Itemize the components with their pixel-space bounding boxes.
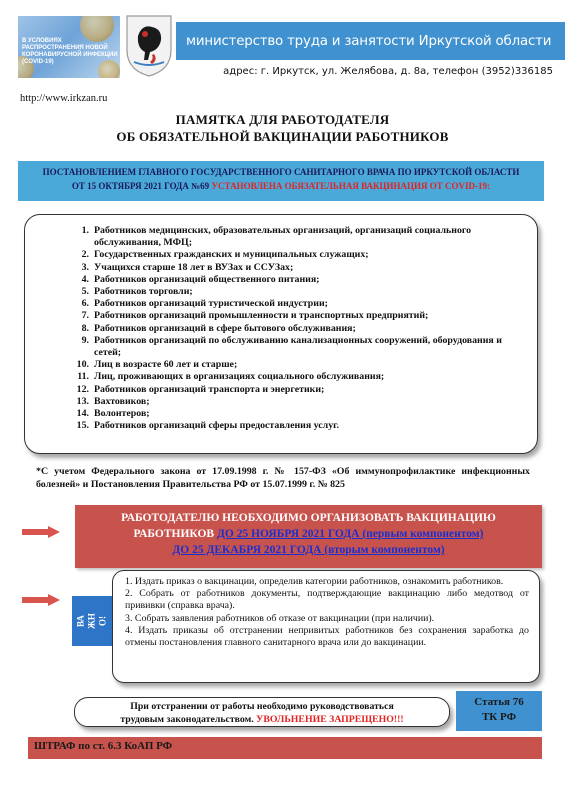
category-text: Лиц в возрасте 60 лет и старше; [94,359,238,371]
important-badge-part: О! [97,616,108,626]
category-item [73,298,527,310]
category-number: 13. [76,395,89,407]
category-item [73,420,527,432]
category-text: Работников торговли; [94,286,193,298]
decree-mandate: УСТАНОВЛЕНА ОБЯЗАТЕЛЬНАЯ ВАКЦИНАЦИЯ ОТ COVID-19: [211,181,491,191]
dismissal-warning: УВОЛЬНЕНИЕ ЗАПРЕЩЕНО!!! [256,714,404,725]
category-item [73,286,527,298]
deadline-line-2 [85,526,532,542]
category-number: 2. [81,249,89,261]
category-text: Волонтеров; [94,408,150,420]
category-text: Вахтовиков; [94,395,150,407]
article-line-1: Статья 76 [474,696,524,708]
category-number: 3. [81,261,89,273]
decree-line-2 [24,179,538,193]
deadline-second-dose: ДО 25 ДЕКАБРЯ 2021 ГОДА (вторым компонентом) [172,544,445,556]
dismissal-line-2 [75,713,449,726]
category-item [73,310,527,322]
footnote: *С учетом Федерального закона от 17.09.1998 г. № 157-ФЗ «Об иммунопрофилактике инфекционных болезней» и Постановления Правительства РФ от 15.07.1999 г. № 825 [36,466,530,490]
category-text: Государственных гражданских и муниципальных служащих; [94,249,369,261]
address: адрес: г. Иркутск, ул. Желябова, д. 8а, телефон (3952)336185 [223,66,553,77]
category-item [73,396,527,408]
category-number: 14. [76,408,89,420]
category-text: Работников организаций транспорта и энергетики; [94,383,325,395]
steps-box [112,570,540,683]
important-badge-part: ВА [75,615,86,627]
category-number: 15. [76,420,89,432]
category-number: 8. [81,322,89,334]
title-line-2: ОБ ОБЯЗАТЕЛЬНОЙ ВАКЦИНАЦИИ РАБОТНИКОВ [116,129,449,144]
category-item [73,249,527,261]
category-number: 12. [76,383,89,395]
arrow-right-icon [22,594,60,606]
arrow-right-icon [22,526,60,538]
article-line-2: ТК РФ [481,711,517,723]
decree-box [18,161,544,201]
deadline-line-1: РАБОТОДАТЕЛЮ НЕОБХОДИМО ОРГАНИЗОВАТЬ ВАКЦИНАЦИЮ [121,512,496,524]
category-number: 7. [81,310,89,322]
decree-date: ОТ 15 ОКТЯБРЯ 2021 ГОДА №69 [71,181,212,191]
category-number: 4. [81,273,89,285]
dismissal-box [74,697,450,727]
important-badge-part: ЖН [86,613,97,629]
category-text: Лиц, проживающих в организациях социального обслуживания; [94,371,385,383]
fine-bar: ШТРАФ по ст. 6.3 КоАП РФ [28,737,542,759]
categories-list [73,225,527,432]
covid-badge-text: В УСЛОВИЯХ РАСПРОСТРАНЕНИЯ НОВОЙ КОРОНАВИРУСНОЙ ИНФЕКЦИИ (COVID-19) [22,38,118,65]
deadline-prefix: РАБОТНИКОВ [133,528,217,540]
page-title [0,111,565,145]
category-number: 6. [81,298,89,310]
step-item: 1. Издать приказ о вакцинации, определив категории работников, ознакомить работников. [125,576,504,587]
category-item [73,408,527,420]
header-banner [0,8,565,77]
category-text: Работников организаций туристической индустрии; [94,298,328,310]
category-item [73,335,527,359]
deadline-first-dose: ДО 25 НОЯБРЯ 2021 ГОДА (первым компонентом) [216,528,484,540]
step-item: 3. Собрать заявления работников об отказе от вакцинации (при наличии). [125,612,435,624]
category-item [73,225,527,249]
dismissal-line-1: При отстранении от работы необходимо руководствоваться [130,701,394,712]
category-number: 11. [77,371,89,383]
category-number: 5. [81,286,89,298]
deadline-box [75,505,542,568]
category-item [73,323,527,335]
category-item [73,359,527,371]
decree-line-1: ПОСТАНОВЛЕНИЕМ ГЛАВНОГО ГОСУДАРСТВЕННОГО САНИТАРНОГО ВРАЧА ПО ИРКУТСКОЙ ОБЛАСТИ [42,167,520,177]
category-item [73,371,527,383]
important-badge [72,596,112,646]
title-line-1: ПАМЯТКА ДЛЯ РАБОТОДАТЕЛЯ [175,112,390,127]
category-item [73,384,527,396]
category-text: Работников организаций в сфере бытового обслуживания; [94,322,356,334]
category-number: 10. [76,359,89,371]
step-item: 4. Издать приказы об отстранении непривитых работников без сохранения заработка до отмены постановления главного санитарного врача или до вакцинации. [125,624,529,649]
site-url-link[interactable]: http://www.irkzan.ru [20,93,108,104]
deadline-line-3 [85,542,532,558]
covid-badge [18,16,120,78]
category-number: 9. [81,334,89,346]
article-box [456,691,542,731]
ministry-title: министерство труда и занятости Иркутской области [186,33,552,49]
category-text: Работников организаций общественного питания; [94,273,320,285]
category-text: Учащихся старше 18 лет в ВУЗах и ССУЗах; [94,261,294,273]
category-item [73,274,527,286]
step-item: 2. Собрать от работников документы, подтверждающие вакцинацию либо медотвод от прививки (справка врача). [125,588,529,612]
ministry-bar [176,22,565,60]
category-number: 1. [81,225,89,236]
categories-list-box [24,214,538,454]
category-text: Работников медицинских, образовательных организаций, организаций социального обслуживания, МФЦ; [94,225,472,249]
dismissal-text: трудовым законодательством. [120,714,257,725]
category-text: Работников организаций сферы предоставления услуг. [94,420,339,432]
category-item [73,262,527,274]
category-text: Работников организаций по обслуживанию канализационных сооружений, оборудования и сетей; [94,334,502,359]
coat-of-arms-icon [124,14,174,78]
category-text: Работников организаций промышленности и транспортных предприятий; [94,310,429,322]
